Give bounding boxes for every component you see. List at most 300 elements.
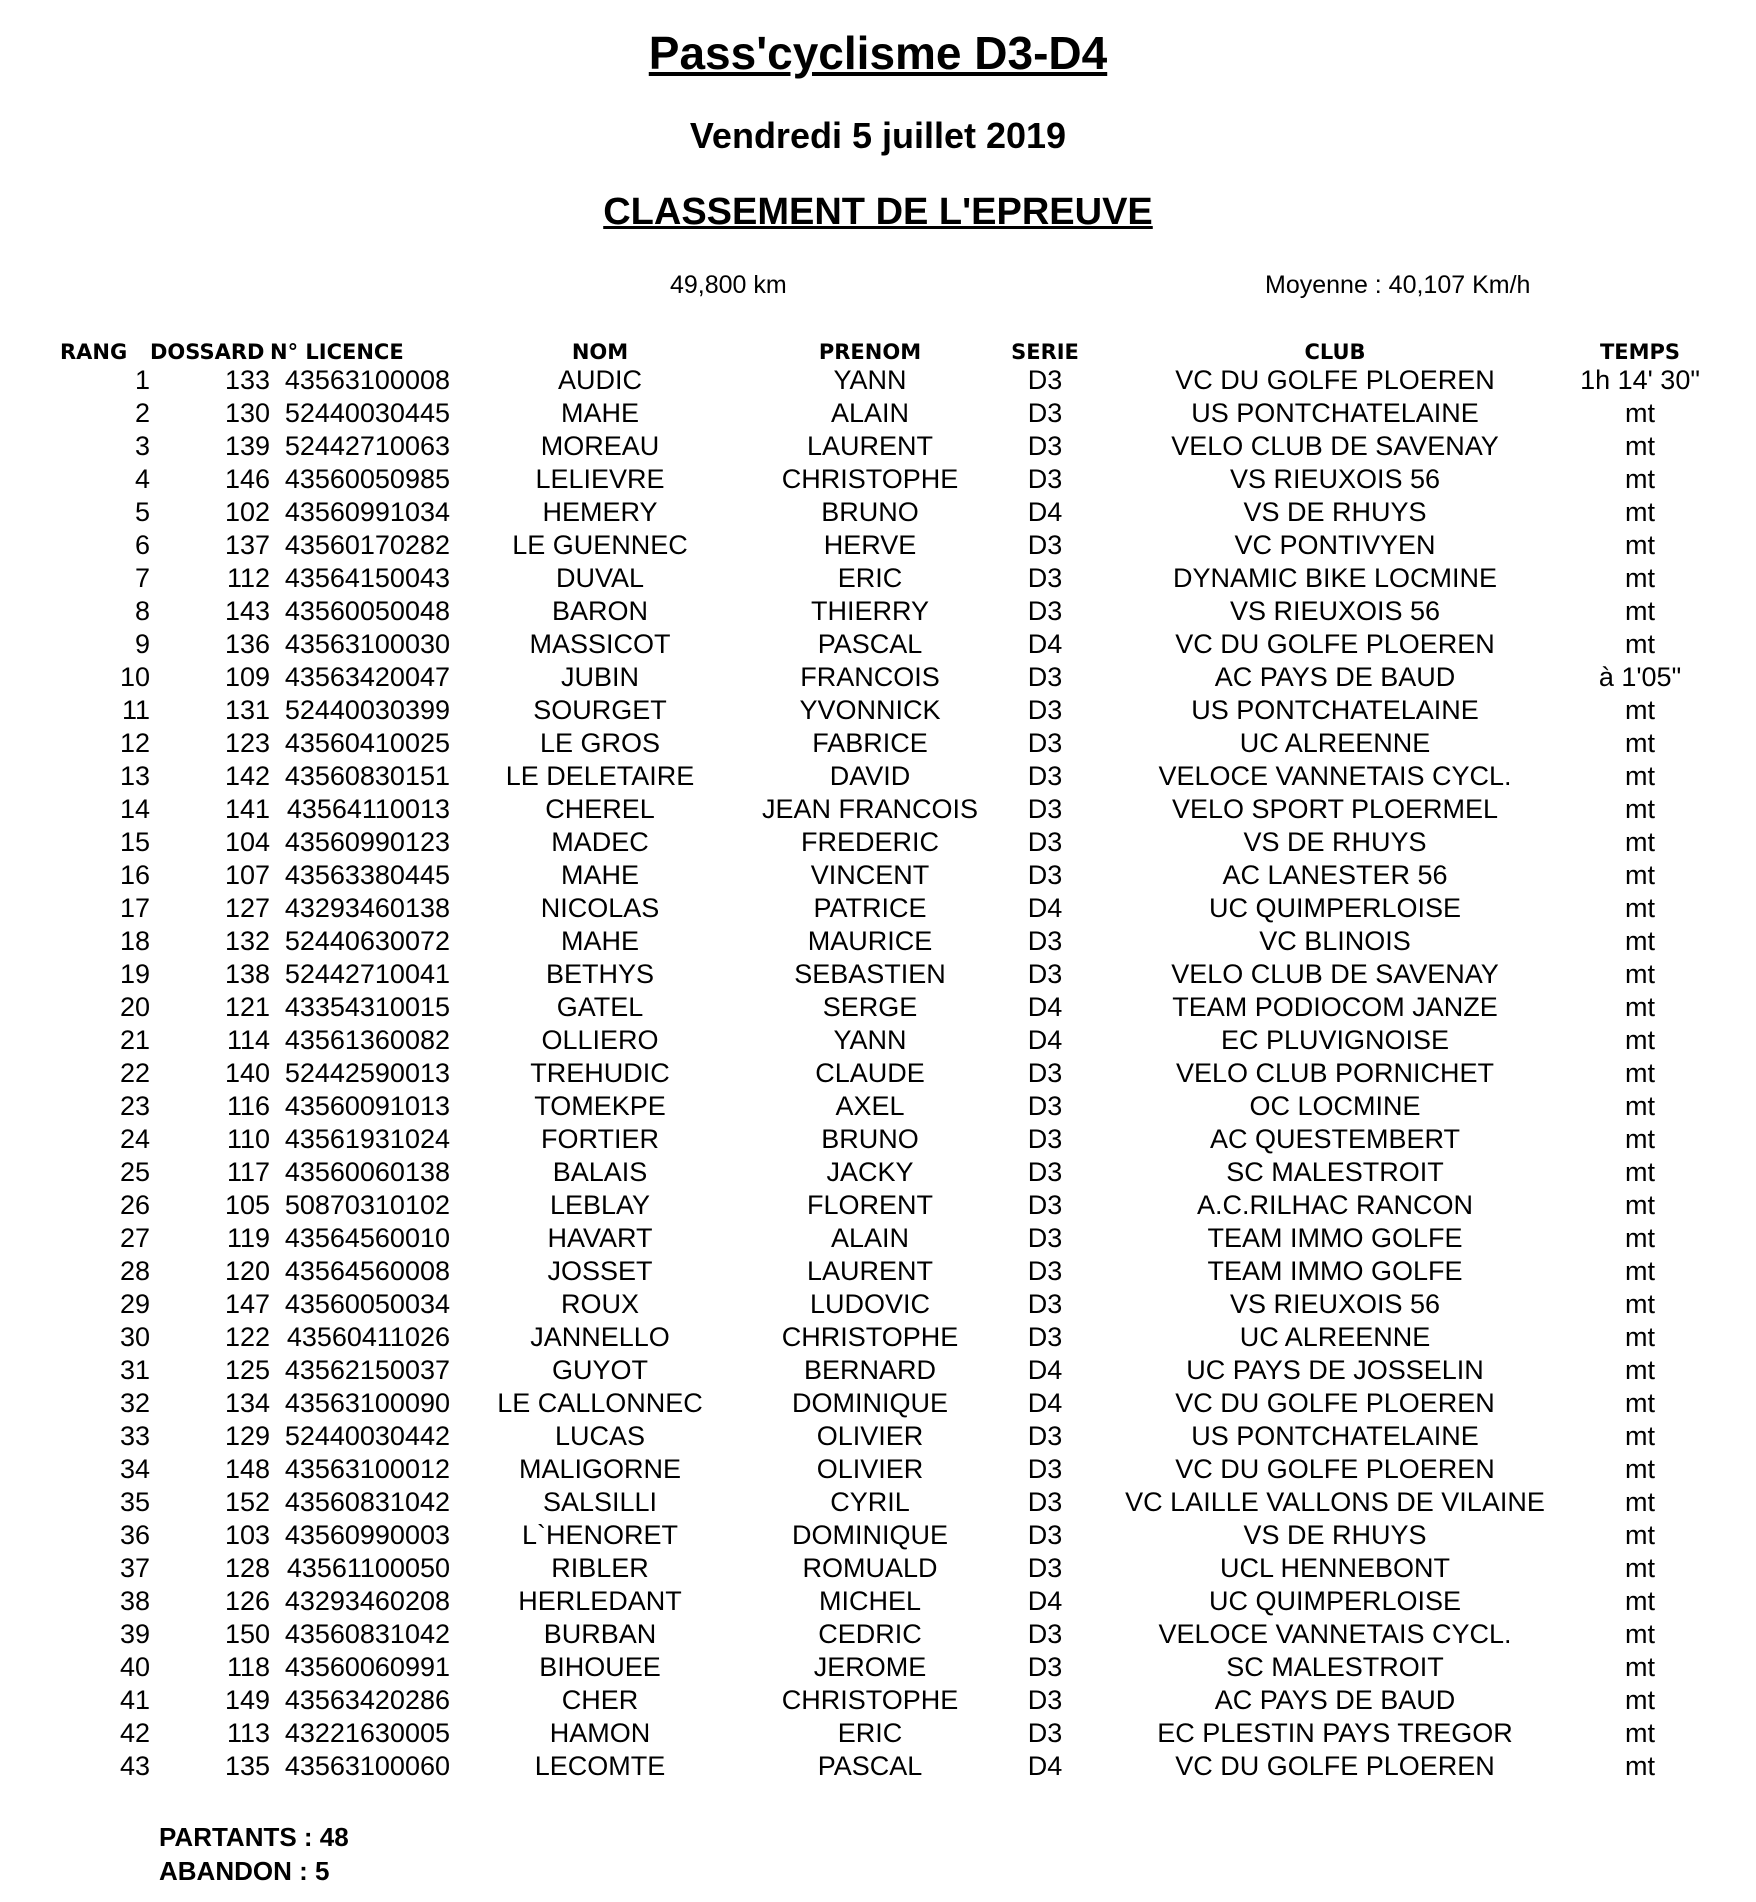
cell-licence: 43564560010: [284, 1223, 450, 1253]
cell-serie: D4: [1027, 893, 1063, 923]
cell-serie: D3: [1027, 1223, 1063, 1253]
cell-rang: 7: [134, 563, 150, 593]
cell-licence: 43560410025: [284, 728, 450, 758]
cell-nom: BALAIS: [552, 1157, 648, 1187]
cell-prenom: SEBASTIEN: [794, 959, 946, 989]
cell-rang: 37: [119, 1553, 150, 1583]
cell-dossard: 123: [224, 728, 270, 758]
table-row: [60, 1057, 1710, 1090]
cell-rang: 26: [119, 1190, 150, 1220]
col-header-rang: RANG: [60, 340, 128, 364]
cell-temps: à 1'05": [1598, 662, 1682, 692]
cell-rang: 33: [119, 1421, 150, 1451]
cell-rang: 16: [119, 860, 150, 890]
cell-dossard: 110: [226, 1124, 270, 1154]
cell-licence: 43560831042: [284, 1487, 450, 1517]
cell-licence: 43560990123: [284, 827, 450, 857]
table-row: [60, 1651, 1710, 1684]
cell-dossard: 113: [226, 1718, 270, 1748]
table-row: [60, 1750, 1710, 1783]
cell-prenom: ERIC: [837, 1718, 903, 1748]
cell-rang: 17: [119, 893, 150, 923]
results-body: [60, 364, 1710, 1783]
cell-dossard: 130: [224, 398, 270, 428]
table-row: [60, 1255, 1710, 1288]
cell-club: TEAM PODIOCOM JANZE: [1172, 992, 1498, 1022]
cell-prenom: OLIVIER: [816, 1454, 924, 1484]
cell-dossard: 112: [226, 563, 270, 593]
cell-dossard: 142: [224, 761, 270, 791]
cell-dossard: 152: [224, 1487, 270, 1517]
cell-temps: mt: [1625, 1718, 1655, 1748]
cell-temps: mt: [1625, 1751, 1655, 1781]
col-header-club: CLUB: [1304, 340, 1366, 364]
cell-rang: 14: [119, 794, 150, 824]
cell-club: US PONTCHATELAINE: [1191, 695, 1479, 725]
cell-dossard: 117: [226, 1157, 270, 1187]
cell-serie: D4: [1027, 497, 1063, 527]
table-row: [60, 1552, 1710, 1585]
cell-temps: mt: [1625, 827, 1655, 857]
cell-nom: MOREAU: [540, 431, 660, 461]
cell-dossard: 129: [224, 1421, 270, 1451]
table-row: [60, 1486, 1710, 1519]
cell-licence: 43560170282: [284, 530, 450, 560]
cell-prenom: PASCAL: [817, 1751, 923, 1781]
cell-club: EC PLUVIGNOISE: [1220, 1025, 1450, 1055]
cell-prenom: JACKY: [826, 1157, 914, 1187]
cell-dossard: 137: [224, 530, 270, 560]
race-date: Vendredi 5 juillet 2019: [689, 115, 1067, 156]
cell-dossard: 147: [224, 1289, 270, 1319]
cell-nom: TOMEKPE: [534, 1091, 666, 1121]
cell-club: VELO CLUB DE SAVENAY: [1171, 431, 1499, 461]
cell-nom: JANNELLO: [530, 1322, 670, 1352]
cell-rang: 32: [119, 1388, 150, 1418]
cell-rang: 30: [119, 1322, 150, 1352]
cell-nom: JUBIN: [560, 662, 639, 692]
cell-licence: 43560990003: [284, 1520, 450, 1550]
cell-licence: 52442590013: [284, 1058, 450, 1088]
cell-licence: 43560060991: [284, 1652, 450, 1682]
cell-rang: 10: [119, 662, 150, 692]
cell-nom: GATEL: [556, 992, 644, 1022]
cell-serie: D3: [1027, 1685, 1063, 1715]
cell-temps: mt: [1625, 1520, 1655, 1550]
cell-temps: mt: [1625, 497, 1655, 527]
race-distance: 49,800 km: [670, 271, 787, 299]
cell-prenom: CHRISTOPHE: [781, 1685, 959, 1715]
cell-licence: 43563420047: [284, 662, 450, 692]
table-row: [60, 496, 1710, 529]
cell-temps: 1h 14' 30": [1580, 365, 1700, 395]
cell-temps: mt: [1625, 860, 1655, 890]
cell-nom: MASSICOT: [529, 629, 671, 659]
cell-dossard: 139: [224, 431, 270, 461]
cell-club: VC PONTIVYEN: [1234, 530, 1436, 560]
cell-prenom: VINCENT: [810, 860, 930, 890]
cell-prenom: AXEL: [835, 1091, 905, 1121]
cell-rang: 3: [134, 431, 150, 461]
table-row: [60, 463, 1710, 496]
cell-rang: 4: [134, 464, 150, 494]
cell-rang: 35: [119, 1487, 150, 1517]
cell-dossard: 125: [224, 1355, 270, 1385]
cell-club: VELO CLUB PORNICHET: [1175, 1058, 1495, 1088]
cell-nom: MADEC: [551, 827, 649, 857]
cell-prenom: ROMUALD: [802, 1553, 938, 1583]
cell-dossard: 132: [224, 926, 270, 956]
cell-prenom: LAURENT: [806, 1256, 934, 1286]
cell-rang: 9: [134, 629, 150, 659]
cell-nom: MAHE: [560, 926, 639, 956]
cell-rang: 18: [119, 926, 150, 956]
cell-temps: mt: [1625, 1553, 1655, 1583]
cell-temps: mt: [1625, 1289, 1655, 1319]
cell-temps: mt: [1625, 1091, 1655, 1121]
cell-rang: 38: [119, 1586, 150, 1616]
cell-serie: D3: [1027, 464, 1063, 494]
cell-licence: 43564560008: [284, 1256, 450, 1286]
cell-serie: D3: [1027, 596, 1063, 626]
col-header-prenom: PRENOM: [818, 340, 922, 364]
cell-nom: HAMON: [549, 1718, 651, 1748]
cell-club: AC PAYS DE BAUD: [1214, 662, 1456, 692]
cell-licence: 43563100030: [284, 629, 450, 659]
cell-rang: 43: [119, 1751, 150, 1781]
cell-nom: LELIEVRE: [535, 464, 665, 494]
cell-licence: 43354310015: [284, 992, 450, 1022]
table-row: [60, 364, 1710, 397]
cell-nom: BARON: [551, 596, 649, 626]
cell-temps: mt: [1625, 431, 1655, 461]
cell-serie: D3: [1027, 1190, 1063, 1220]
cell-nom: TREHUDIC: [530, 1058, 670, 1088]
cell-nom: HAVART: [547, 1223, 653, 1253]
cell-dossard: 126: [224, 1586, 270, 1616]
cell-rang: 11: [121, 695, 150, 725]
cell-club: VELO CLUB DE SAVENAY: [1171, 959, 1499, 989]
cell-nom: LE GUENNEC: [512, 530, 688, 560]
cell-temps: mt: [1625, 1355, 1655, 1385]
cell-prenom: BRUNO: [821, 497, 919, 527]
cell-temps: mt: [1625, 1652, 1655, 1682]
cell-serie: D3: [1027, 431, 1063, 461]
cell-prenom: MAURICE: [807, 926, 933, 956]
cell-club: VS DE RHUYS: [1243, 827, 1427, 857]
cell-rang: 5: [134, 497, 150, 527]
table-row: [60, 1453, 1710, 1486]
cell-prenom: OLIVIER: [816, 1421, 924, 1451]
cell-licence: 43563420286: [284, 1685, 450, 1715]
table-row: [60, 529, 1710, 562]
cell-club: AC PAYS DE BAUD: [1214, 1685, 1456, 1715]
cell-temps: mt: [1625, 893, 1655, 923]
table-row: [60, 892, 1710, 925]
cell-prenom: MICHEL: [818, 1586, 921, 1616]
cell-prenom: DOMINIQUE: [791, 1388, 948, 1418]
cell-club: UC ALREENNE: [1239, 1322, 1431, 1352]
cell-nom: LUCAS: [554, 1421, 646, 1451]
table-row: [60, 1420, 1710, 1453]
cell-serie: D3: [1027, 1256, 1063, 1286]
cell-club: DYNAMIC BIKE LOCMINE: [1172, 563, 1498, 593]
ranking-subtitle: CLASSEMENT DE L'EPREUVE: [603, 191, 1153, 233]
cell-prenom: DOMINIQUE: [791, 1520, 948, 1550]
cell-temps: mt: [1625, 398, 1655, 428]
cell-club: VC DU GOLFE PLOEREN: [1175, 1388, 1495, 1418]
cell-rang: 2: [134, 398, 150, 428]
cell-temps: mt: [1625, 464, 1655, 494]
cell-club: VC DU GOLFE PLOEREN: [1175, 365, 1495, 395]
cell-dossard: 103: [224, 1520, 270, 1550]
cell-club: VS RIEUXOIS 56: [1229, 596, 1441, 626]
cell-licence: 50870310102: [284, 1190, 450, 1220]
table-row: [60, 925, 1710, 958]
cell-licence: 43564110013: [286, 794, 450, 824]
cell-prenom: ALAIN: [830, 1223, 910, 1253]
cell-club: OC LOCMINE: [1249, 1091, 1421, 1121]
cell-dossard: 120: [224, 1256, 270, 1286]
cell-serie: D3: [1027, 1520, 1063, 1550]
cell-nom: DUVAL: [555, 563, 645, 593]
cell-rang: 15: [119, 827, 150, 857]
cell-serie: D3: [1027, 761, 1063, 791]
table-row: [60, 1321, 1710, 1354]
cell-dossard: 131: [224, 695, 270, 725]
cell-prenom: BRUNO: [821, 1124, 919, 1154]
cell-dossard: 116: [226, 1091, 270, 1121]
cell-rang: 27: [119, 1223, 150, 1253]
cell-licence: 43221630005: [284, 1718, 450, 1748]
cell-rang: 24: [119, 1124, 150, 1154]
cell-nom: CHER: [561, 1685, 639, 1715]
cell-nom: LECOMTE: [534, 1751, 666, 1781]
cell-serie: D3: [1027, 398, 1063, 428]
table-row: [60, 1618, 1710, 1651]
cell-club: AC QUESTEMBERT: [1209, 1124, 1461, 1154]
cell-serie: D3: [1027, 1124, 1063, 1154]
cell-serie: D4: [1027, 1025, 1063, 1055]
cell-nom: RIBLER: [551, 1553, 649, 1583]
cell-dossard: 138: [224, 959, 270, 989]
cell-club: TEAM IMMO GOLFE: [1207, 1256, 1463, 1286]
cell-licence: 52440630072: [284, 926, 450, 956]
cell-temps: mt: [1625, 695, 1655, 725]
cell-licence: 52442710063: [284, 431, 450, 461]
average-speed: Moyenne : 40,107 Km/h: [1265, 271, 1531, 299]
cell-dossard: 109: [224, 662, 270, 692]
cell-serie: D3: [1027, 926, 1063, 956]
cell-rang: 12: [119, 728, 150, 758]
cell-club: US PONTCHATELAINE: [1191, 398, 1479, 428]
cell-licence: 43560091013: [284, 1091, 450, 1121]
cell-nom: ROUX: [560, 1289, 639, 1319]
table-row: [60, 793, 1710, 826]
cell-licence: 43560411026: [286, 1322, 450, 1352]
cell-club: AC LANESTER 56: [1222, 860, 1448, 890]
cell-licence: 52440030445: [284, 398, 450, 428]
col-header-licence: N° LICENCE: [270, 340, 404, 364]
cell-rang: 36: [119, 1520, 150, 1550]
cell-serie: D3: [1027, 662, 1063, 692]
cell-nom: SOURGET: [533, 695, 667, 725]
table-row: [60, 1519, 1710, 1552]
cell-prenom: SERGE: [822, 992, 918, 1022]
abandon-count: ABANDON : 5: [159, 1856, 330, 1886]
cell-prenom: YANN: [833, 365, 907, 395]
cell-club: VELOCE VANNETAIS CYCL.: [1158, 761, 1512, 791]
cell-rang: 13: [119, 761, 150, 791]
cell-temps: mt: [1625, 563, 1655, 593]
table-row: [60, 1684, 1710, 1717]
cell-dossard: 121: [224, 992, 270, 1022]
cell-temps: mt: [1625, 1322, 1655, 1352]
cell-dossard: 122: [224, 1322, 270, 1352]
cell-prenom: DAVID: [829, 761, 911, 791]
cell-serie: D3: [1027, 728, 1063, 758]
cell-licence: 43563380445: [284, 860, 450, 890]
cell-prenom: JEROME: [813, 1652, 927, 1682]
cell-prenom: THIERRY: [810, 596, 930, 626]
cell-nom: BETHYS: [545, 959, 655, 989]
cell-club: UC PAYS DE JOSSELIN: [1186, 1355, 1484, 1385]
table-row: [60, 1189, 1710, 1222]
cell-prenom: YVONNICK: [799, 695, 941, 725]
cell-nom: OLLIERO: [541, 1025, 659, 1055]
cell-serie: D4: [1027, 1586, 1063, 1616]
col-header-temps: TEMPS: [1599, 340, 1681, 364]
cell-serie: D3: [1027, 695, 1063, 725]
table-row: [60, 1222, 1710, 1255]
cell-rang: 22: [119, 1058, 150, 1088]
cell-prenom: FLORENT: [806, 1190, 933, 1220]
cell-club: VC DU GOLFE PLOEREN: [1175, 1454, 1495, 1484]
cell-licence: 43560831042: [284, 1619, 450, 1649]
cell-serie: D3: [1027, 1652, 1063, 1682]
cell-dossard: 135: [224, 1751, 270, 1781]
cell-temps: mt: [1625, 794, 1655, 824]
table-row: [60, 1024, 1710, 1057]
cell-club: UC QUIMPERLOISE: [1208, 1586, 1462, 1616]
col-header-nom: NOM: [571, 340, 629, 364]
cell-licence: 43561931024: [284, 1124, 450, 1154]
cell-rang: 42: [119, 1718, 150, 1748]
cell-serie: D4: [1027, 629, 1063, 659]
cell-temps: mt: [1625, 1256, 1655, 1286]
table-row: [60, 397, 1710, 430]
cell-licence: 43564150043: [284, 563, 450, 593]
cell-licence: 43560050985: [284, 464, 450, 494]
cell-rang: 8: [134, 596, 150, 626]
table-row: [60, 1156, 1710, 1189]
cell-club: VELO SPORT PLOERMEL: [1171, 794, 1499, 824]
cell-nom: LE GROS: [539, 728, 661, 758]
cell-dossard: 118: [226, 1652, 270, 1682]
cell-temps: mt: [1625, 1619, 1655, 1649]
cell-temps: mt: [1625, 1388, 1655, 1418]
table-row: [60, 595, 1710, 628]
cell-licence: 52440030399: [284, 695, 450, 725]
cell-licence: 43560830151: [284, 761, 450, 791]
cell-nom: MAHE: [560, 860, 639, 890]
table-row: [60, 1717, 1710, 1750]
cell-club: A.C.RILHAC RANCON: [1196, 1190, 1474, 1220]
cell-serie: D3: [1027, 1091, 1063, 1121]
cell-licence: 43561100050: [286, 1553, 450, 1583]
cell-rang: 40: [119, 1652, 150, 1682]
cell-nom: NICOLAS: [540, 893, 660, 923]
cell-rang: 34: [119, 1454, 150, 1484]
cell-temps: mt: [1625, 629, 1655, 659]
cell-serie: D4: [1027, 1355, 1063, 1385]
cell-rang: 20: [119, 992, 150, 1022]
cell-prenom: CLAUDE: [815, 1058, 925, 1088]
cell-dossard: 114: [226, 1025, 270, 1055]
table-row: [60, 661, 1710, 694]
cell-rang: 1: [134, 365, 150, 395]
cell-club: VS RIEUXOIS 56: [1229, 464, 1441, 494]
cell-prenom: CYRIL: [830, 1487, 910, 1517]
table-row: [60, 1123, 1710, 1156]
cell-temps: mt: [1625, 1421, 1655, 1451]
cell-dossard: 140: [224, 1058, 270, 1088]
cell-licence: 43293460138: [284, 893, 450, 923]
cell-temps: mt: [1625, 1124, 1655, 1154]
cell-serie: D3: [1027, 794, 1063, 824]
cell-dossard: 136: [224, 629, 270, 659]
table-header-row: [60, 334, 1710, 364]
cell-nom: MAHE: [560, 398, 639, 428]
cell-serie: D3: [1027, 1322, 1063, 1352]
cell-temps: mt: [1625, 1025, 1655, 1055]
cell-club: UC QUIMPERLOISE: [1208, 893, 1462, 923]
cell-dossard: 127: [224, 893, 270, 923]
cell-rang: 28: [119, 1256, 150, 1286]
cell-temps: mt: [1625, 1454, 1655, 1484]
cell-serie: D3: [1027, 1058, 1063, 1088]
cell-nom: HEMERY: [542, 497, 658, 527]
cell-rang: 39: [119, 1619, 150, 1649]
cell-licence: 43563100060: [284, 1751, 450, 1781]
cell-temps: mt: [1625, 1223, 1655, 1253]
cell-club: VC LAILLE VALLONS DE VILAINE: [1125, 1487, 1545, 1517]
cell-temps: mt: [1625, 761, 1655, 791]
cell-nom: AUDIC: [557, 365, 642, 395]
cell-serie: D3: [1027, 827, 1063, 857]
cell-club: VELOCE VANNETAIS CYCL.: [1158, 1619, 1512, 1649]
cell-temps: mt: [1625, 992, 1655, 1022]
cell-licence: 43562150037: [284, 1355, 450, 1385]
cell-dossard: 141: [224, 794, 270, 824]
cell-club: UC ALREENNE: [1239, 728, 1431, 758]
cell-prenom: CHRISTOPHE: [781, 464, 959, 494]
cell-serie: D3: [1027, 1553, 1063, 1583]
cell-dossard: 143: [224, 596, 270, 626]
cell-prenom: YANN: [833, 1025, 907, 1055]
cell-serie: D3: [1027, 1421, 1063, 1451]
cell-serie: D3: [1027, 530, 1063, 560]
cell-nom: GUYOT: [551, 1355, 648, 1385]
cell-prenom: LAURENT: [806, 431, 934, 461]
cell-nom: FORTIER: [540, 1124, 659, 1154]
cell-rang: 25: [119, 1157, 150, 1187]
cell-licence: 43560050048: [284, 596, 450, 626]
table-row: [60, 1288, 1710, 1321]
table-row: [60, 1585, 1710, 1618]
cell-rang: 31: [119, 1355, 150, 1385]
cell-serie: D3: [1027, 1289, 1063, 1319]
